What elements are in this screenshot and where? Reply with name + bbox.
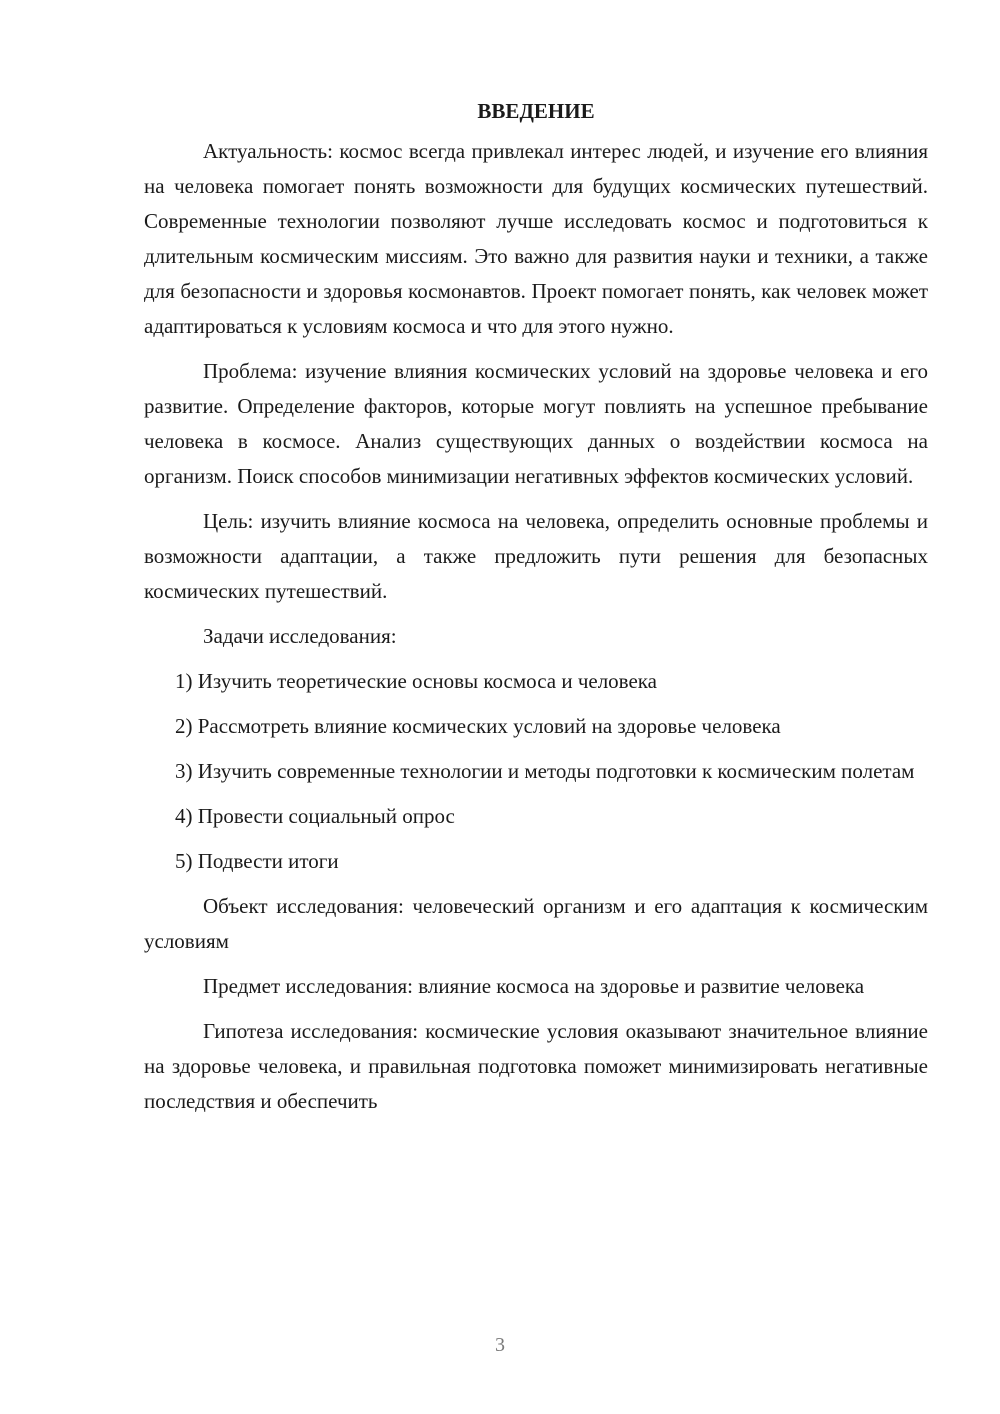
paragraph-object: Объект исследования: человеческий организм и его адаптация к космическим условиям bbox=[144, 894, 928, 953]
paragraph-hypothesis: Гипотеза исследования: космические условия оказывают значительное влияние на здоровье человека, и правильная подготовка поможет минимизировать негативные последствия и обеспечить bbox=[144, 1019, 928, 1113]
task-item-2: 2) Рассмотреть влияние космических условий на здоровье человека bbox=[175, 714, 781, 738]
document-page bbox=[144, 96, 928, 1129]
paragraph-problem: Проблема: изучение влияния космических условий на здоровье человека и его развитие. Определение факторов, которые могут повлиять на успешное пребывание человека в космосе. Анализ существующих данных о воздействии космоса на организм. Поиск способов минимизации негативных эффектов космических условий. bbox=[144, 359, 928, 488]
task-item-3: 3) Изучить современные технологии и методы подготовки к космическим полетам bbox=[175, 759, 915, 783]
task-item-5: 5) Подвести итоги bbox=[175, 849, 339, 873]
section-title: ВВЕДЕНИЕ bbox=[477, 99, 595, 123]
task-item-1: 1) Изучить теоретические основы космоса и человека bbox=[175, 669, 658, 693]
page-number: 3 bbox=[495, 1334, 505, 1356]
paragraph-relevance: Актуальность: космос всегда привлекал интерес людей, и изучение его влияния на человека помогает понять возможности для будущих космических путешествий. Современные технологии позволяют лучше исследовать космос и подготовиться к длительным космическим миссиям. Это важно для развития науки и техники, а также для безопасности и здоровья космонавтов. Проект помогает понять, как человек может адаптироваться к условиям космоса и что для этого нужно. bbox=[144, 139, 928, 338]
paragraph-subject: Предмет исследования: влияние космоса на здоровье и развитие человека bbox=[203, 974, 865, 998]
task-item-4: 4) Провести социальный опрос bbox=[175, 804, 455, 828]
paragraph-tasks-heading: Задачи исследования: bbox=[203, 624, 397, 648]
paragraph-goal: Цель: изучить влияние космоса на человека, определить основные проблемы и возможности адаптации, а также предложить пути решения для безопасных космических путешествий. bbox=[144, 509, 928, 603]
